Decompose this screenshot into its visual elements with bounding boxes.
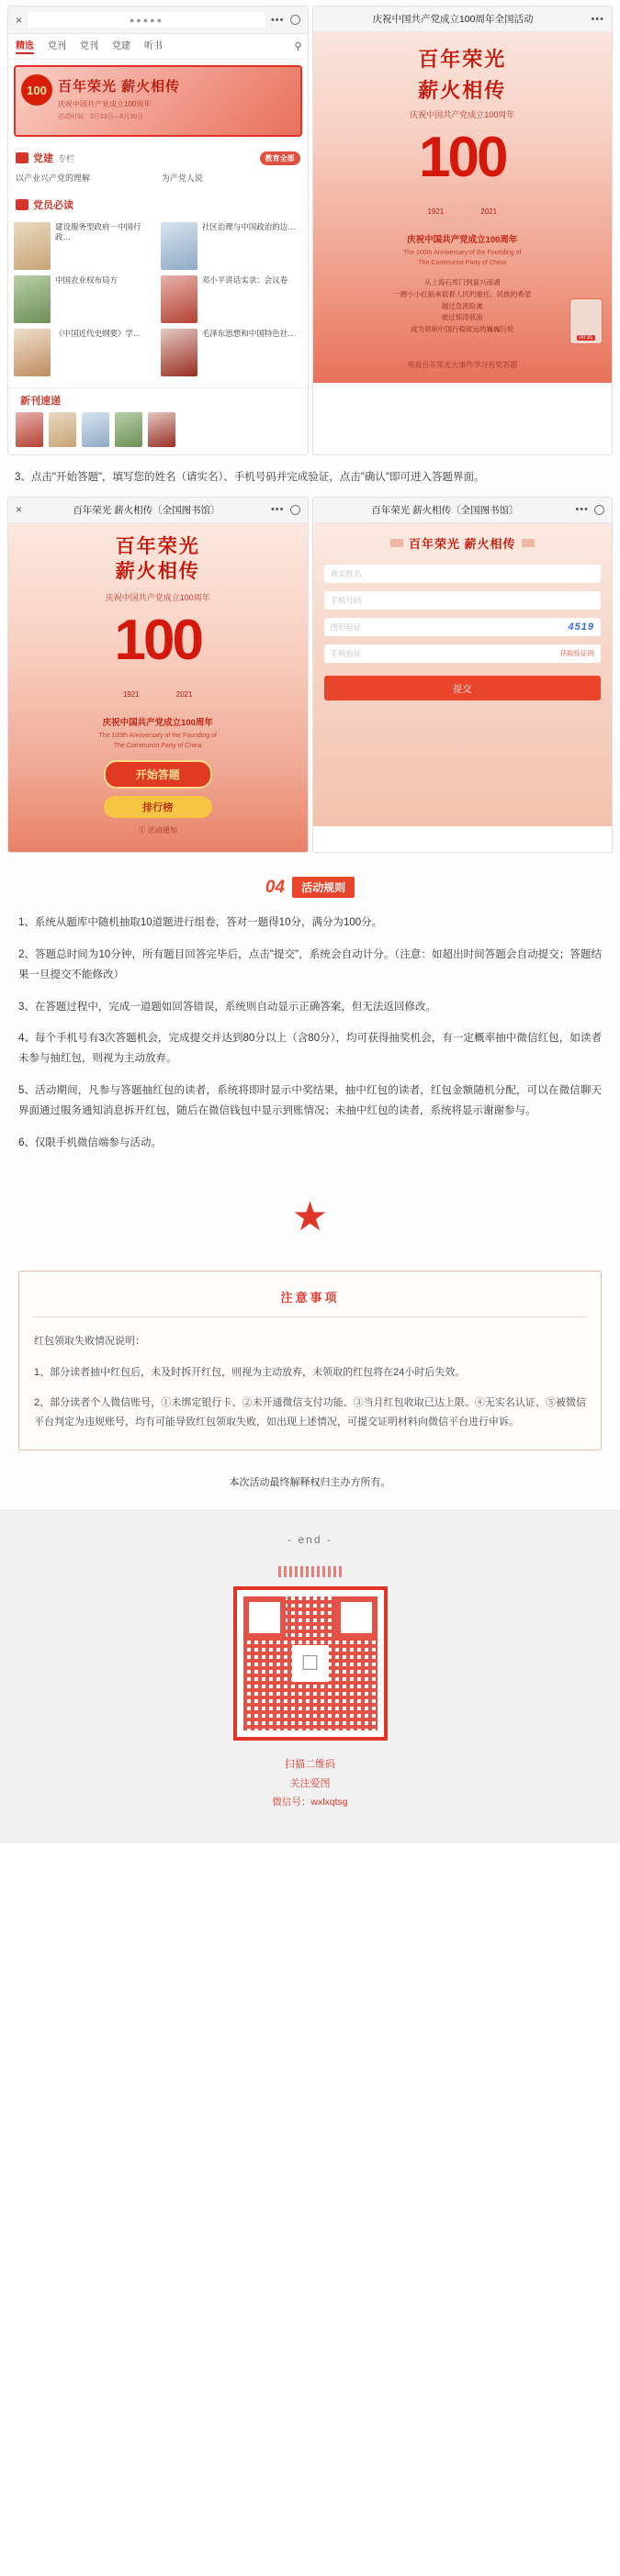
poster-headline-2: 薪火相传 [418, 78, 507, 102]
magazine-cover-icon[interactable] [16, 412, 43, 447]
attention-box [18, 1271, 602, 1450]
book-cover-icon [161, 329, 197, 376]
poster-body-line: 越过急流险滩 [441, 301, 483, 310]
video-thumbnail[interactable] [569, 298, 603, 344]
sms-code-field[interactable] [324, 644, 602, 663]
book-title: 邓小平讲话实录：会议卷 [201, 275, 288, 285]
qr-caption [0, 1755, 620, 1812]
rules-number: 04 [265, 877, 286, 897]
qr-code-icon[interactable] [243, 1596, 378, 1730]
banner-meta: 活动时间：3月23日—6月30日 [58, 114, 144, 120]
book-cover-icon [161, 222, 197, 270]
banner-logo: 100 [21, 74, 52, 106]
poster-body-line: 驶过惊涛骇浪 [441, 313, 483, 322]
poster-headline-2: 薪火相传 [115, 560, 200, 582]
phone-screen-right-2 [312, 497, 614, 854]
poster-en-line-1: The 100th Anniversary of the Founding of [403, 250, 522, 256]
magazine-cover-icon[interactable] [115, 412, 142, 447]
close-icon[interactable]: × [16, 503, 23, 517]
form-title-text: 百年荣光 薪火相传 [408, 536, 516, 551]
target-icon[interactable] [594, 505, 604, 515]
qr-caption-line-1: 扫描二维码 [285, 1758, 335, 1770]
page-title: 庆祝中国共产党成立100周年全国活动 [372, 14, 534, 25]
view-all-button[interactable]: 教育全部 [260, 151, 300, 165]
search-icon[interactable]: ⚲ [294, 40, 302, 52]
captcha-placeholder: 图形验证 [330, 622, 362, 632]
book-list [8, 220, 308, 387]
rule-item: 2、答题总时间为10分钟，所有题目回答完毕后，点击"提交"，系统会自动计分。（注意：如超出时间答题会自动提交；答题结果一旦提交不能修改） [18, 948, 602, 981]
wechat-id: 微信号：wxlxqtsg [272, 1796, 348, 1808]
party-link-2[interactable]: 为产党人说 [161, 174, 203, 183]
decorative-strip [0, 1566, 620, 1577]
video-duration: 00:31 [579, 334, 593, 341]
list-item[interactable] [14, 329, 155, 376]
more-icon[interactable]: ••• [270, 504, 285, 516]
party-section [8, 142, 308, 194]
rule-item: 1、系统从题库中随机抽取10道题进行组卷，答对一题得10分，满分为100分。 [18, 917, 383, 929]
book-cover-icon [14, 275, 51, 323]
qr-code-frame [233, 1586, 388, 1741]
attention-paragraph: 1、部分读者抽中红包后，未及时拆开红包，则视为主动放弃，未领取的红包将在24小时后失效。 [34, 1366, 466, 1378]
banner-subtitle: 庆祝中国共产党成立100周年 [58, 100, 152, 108]
must-read-section [8, 194, 308, 220]
tab-dangkan-1[interactable]: 党刊 [48, 41, 66, 51]
target-icon[interactable] [290, 15, 300, 25]
tab-dangkan-2[interactable]: 党刊 [80, 41, 98, 51]
year-start: 1921 [122, 690, 140, 700]
poster-body-line: 从上海石库门到嘉兴南湖 [424, 278, 501, 286]
flag-icon [16, 152, 28, 163]
start-quiz-button[interactable]: 开始答题 [104, 760, 212, 789]
phone-screen-left-2 [7, 497, 309, 854]
decoration-bar-right [522, 539, 535, 547]
party-section-title: 党建 [33, 153, 53, 164]
phone-number-field[interactable] [324, 591, 602, 610]
poster-subtitle: 庆祝中国共产党成立100周年 [410, 110, 515, 119]
rules-label: 活动规则 [292, 877, 355, 898]
submit-button[interactable]: 提交 [324, 676, 602, 700]
year-start: 1921 [427, 207, 445, 216]
list-item[interactable] [14, 222, 155, 270]
book-cover-icon [14, 329, 51, 376]
real-name-placeholder: 真实姓名 [330, 568, 362, 578]
attention-paragraph: 红包领取失败情况说明： [34, 1336, 145, 1348]
poster-body [322, 277, 603, 336]
more-icon[interactable]: ••• [575, 504, 589, 516]
star-icon: ★ [291, 1194, 329, 1240]
rules-section [0, 853, 620, 1173]
book-title: 《中国近代史纲要》学… [55, 329, 141, 338]
rule-item: 4、每个手机号有3次答题机会，完成提交并达到80分以上（含80分），均可获得抽奖机会，有一定概率抽中微信红包，如读者未参与抽红包，则视为主动放弃。 [18, 1032, 602, 1065]
party-link-1[interactable]: 以产业兴产党的理解 [16, 174, 91, 183]
close-icon[interactable]: × [16, 13, 23, 27]
book-cover-icon [14, 222, 51, 270]
year-end: 2021 [175, 690, 193, 700]
screenshot-panel-1 [0, 0, 620, 455]
poster-body-line: 成为领航中国行稳致远的巍巍巨轮 [411, 325, 514, 333]
rule-item: 5、活动期间，凡参与答题抽红包的读者，系统将即时显示中奖结果，抽中红包的读者，红包金额随机分配，可以在微信聊天界面通过服务通知消息拆开红包，随后在微信钱包中显示到账情况；未抽中红包的读者，系统将显示谢谢参与。 [18, 1084, 602, 1117]
party-links [16, 169, 300, 189]
phone-titlebar [313, 6, 613, 32]
party-section-header [16, 147, 300, 169]
book-title: 毛泽东思想和中国特色社… [201, 329, 296, 338]
form-title [324, 534, 602, 552]
captcha-field[interactable] [324, 618, 602, 636]
nav-tabs [8, 34, 308, 60]
magazine-cover-icon[interactable] [148, 412, 175, 447]
magazine-cover-icon[interactable] [82, 412, 109, 447]
poster-en-line-2: The Communist Party of China [418, 259, 507, 266]
footer [0, 1509, 620, 1843]
poster-headline-1: 百年荣光 [418, 48, 507, 71]
qr-caption-line-2: 关注爱图 [289, 1777, 331, 1789]
banner-container [8, 60, 308, 142]
final-note: 本次活动最终解释权归主办方所有。 [229, 1476, 391, 1488]
tab-tingshu[interactable]: 听书 [144, 41, 163, 51]
rule-item: 3、在答题过程中，完成一道题如回答错误，系统则自动显示正确答案，但无法返回修改。 [18, 1001, 436, 1013]
qr-center-logo-icon: ☐ [292, 1645, 329, 1682]
banner-text [58, 76, 295, 121]
phone-screen-left-1 [7, 6, 309, 455]
new-arrivals-title: 新刊速递 [20, 396, 61, 407]
page-title: 百年荣光 薪火相传〔全国图书馆〕 [371, 504, 519, 516]
activity-notice-link[interactable]: ① 活动通知 [138, 826, 177, 835]
captcha-image[interactable]: 4519 [568, 621, 594, 633]
poster-body-line: 一艘小小红船承载着人民的重托、民族的希望 [393, 289, 532, 298]
list-item[interactable] [161, 275, 302, 323]
poster-footer: 观看百年荣光大事件学习有奖答题 [407, 360, 518, 369]
decoration-bar-left [390, 539, 403, 547]
tab-dangjian[interactable]: 党建 [112, 41, 130, 51]
poster-en-line-2: The Communist Party of China [113, 742, 202, 749]
star-divider [0, 1173, 620, 1265]
anniversary-emblem-icon [89, 609, 227, 713]
real-name-field[interactable] [324, 565, 602, 583]
list-item[interactable] [161, 329, 302, 376]
instruction-text: 3、点击"开始答题"，填写您的姓名（请实名）、手机号码并完成验证，点击"确认"即可进入答题界面。 [15, 472, 485, 483]
book-title: 建设服务型政府－中国行政… [55, 222, 141, 242]
target-icon[interactable] [290, 505, 300, 515]
new-arrivals-header [8, 387, 308, 410]
phone-titlebar [313, 498, 613, 523]
ranking-button[interactable]: 排行榜 [104, 796, 212, 818]
rule-item: 6、仅限手机微信端参与活动。 [18, 1137, 162, 1148]
poster-cn-line: 庆祝中国共产党成立100周年 [407, 235, 518, 245]
emblem-number: 100 [114, 609, 201, 673]
phone-titlebar [8, 498, 308, 523]
book-row [14, 329, 302, 376]
poster-graphic [313, 32, 613, 383]
sms-code-placeholder: 手机验证 [330, 648, 362, 658]
book-icon [16, 199, 28, 210]
must-read-title: 党员必读 [33, 200, 73, 211]
get-code-button[interactable]: 获取验证码 [559, 649, 594, 658]
must-read-header [16, 194, 300, 216]
year-end: 2021 [480, 207, 498, 216]
poster-cn-line: 庆祝中国共产党成立100周年 [102, 718, 213, 729]
registration-form [313, 523, 613, 826]
anniversary-emblem-icon [393, 126, 531, 230]
book-title: 社区治理与中国政治的边… [201, 222, 296, 231]
page-title: 百年荣光 薪火相传〔全国图书馆〕 [73, 504, 220, 516]
list-item[interactable] [14, 275, 155, 323]
banner-title: 百年荣光 薪火相传 [58, 79, 181, 95]
party-section-badge: 专栏 [58, 153, 75, 163]
book-cover-icon [161, 275, 197, 323]
poster-en-line-1: The 100th Anniversary of the Founding of [98, 733, 217, 740]
phone-screen-right-1 [312, 6, 614, 455]
poster-subtitle: 庆祝中国共产党成立100周年 [105, 593, 210, 603]
emblem-number: 100 [419, 126, 506, 189]
more-icon[interactable]: ••• [270, 14, 285, 26]
phone-number-placeholder: 手机号码 [330, 595, 362, 605]
emblem-years [393, 207, 531, 216]
rules-header [18, 877, 602, 898]
list-item[interactable] [161, 222, 302, 270]
new-arrivals-list [8, 410, 308, 454]
end-mark: - end - [287, 1532, 333, 1546]
poster-headline-1: 百年荣光 [115, 535, 200, 557]
search-input[interactable]: ●●●●● [28, 12, 265, 28]
more-icon[interactable]: ••• [591, 13, 604, 25]
attention-title: 注意事项 [34, 1288, 586, 1317]
book-row [14, 222, 302, 270]
activity-banner[interactable] [14, 65, 302, 137]
emblem-years [89, 690, 227, 699]
book-title: 中国农业权布局方 [55, 275, 118, 285]
magazine-cover-icon[interactable] [49, 412, 76, 447]
screenshot-panel-2 [0, 497, 620, 854]
book-row [14, 275, 302, 323]
poster-graphic [8, 523, 308, 853]
tab-jingxuan[interactable]: 精选 [14, 38, 36, 54]
attention-paragraph: 2、部分读者个人微信账号，①未绑定银行卡、②未开通微信支付功能、③当月红包收取已达上限、④无实名认证、⑤被微信平台判定为违规账号，均有可能导致红包领取失败，如出现上述情况，可提交证明材料向微信平台进行申诉。 [34, 1396, 586, 1428]
phone-titlebar [8, 6, 308, 34]
